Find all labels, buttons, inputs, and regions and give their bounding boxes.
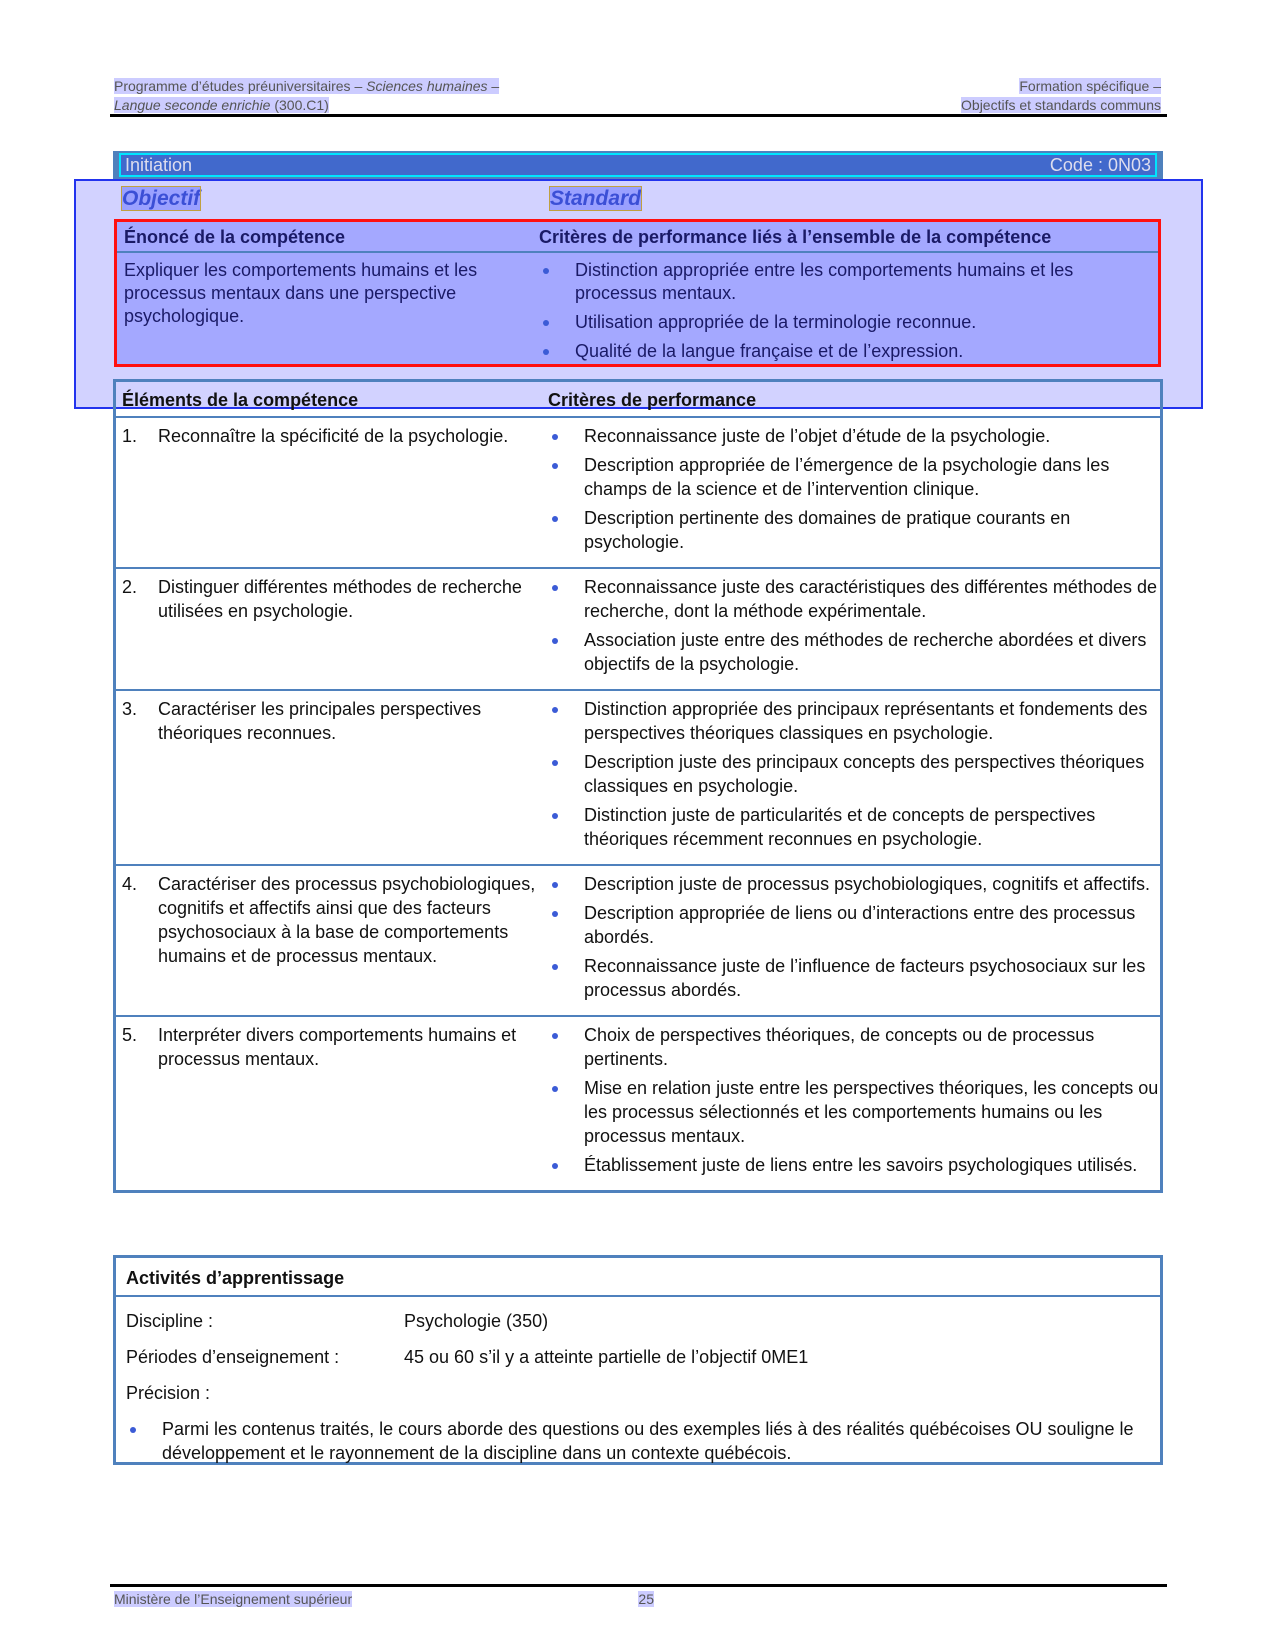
element-number: 2. xyxy=(122,577,138,597)
footer-rule xyxy=(110,1584,1167,1587)
objectif-heading: Objectif xyxy=(122,187,201,210)
criteres-ensemble-header: Critères de performance liés à l’ensemble de la compétence xyxy=(539,227,1052,247)
bullet-icon xyxy=(552,964,558,970)
critere-item: Mise en relation juste entre les perspectives théoriques, les concepts ou les processus sélectionnés et les comportements humains ou les processus mentaux. xyxy=(584,1078,1159,1146)
header-formation: Formation spécifique – xyxy=(1019,78,1161,94)
table-row xyxy=(116,418,1160,569)
discipline-value: Psychologie (350) xyxy=(404,1311,549,1331)
elements-header: Éléments de la compétence xyxy=(122,390,359,410)
header-language: Langue seconde enrichie xyxy=(114,97,271,113)
running-header-line-1 xyxy=(114,78,1161,94)
critere-item: Description appropriée de liens ou d’interactions entre des processus abordés. xyxy=(584,903,1136,947)
elements-table xyxy=(113,379,1163,1193)
periodes-value: 45 ou 60 s’il y a atteinte partielle de l’objectif 0ME1 xyxy=(404,1347,809,1367)
bullet-icon xyxy=(552,707,558,713)
bullet-icon xyxy=(552,1086,558,1092)
bullet-icon xyxy=(552,585,558,591)
element-number: 5. xyxy=(122,1025,138,1045)
header-program-italic: Sciences humaines xyxy=(366,78,488,94)
precision-label: Précision : xyxy=(126,1383,211,1403)
bullet-icon xyxy=(552,463,558,469)
competence-box xyxy=(114,219,1161,367)
critere-item: Reconnaissance juste de l’influence de facteurs psychosociaux sur les processus abordés. xyxy=(584,956,1146,1000)
bullet-icon xyxy=(543,268,549,274)
bullet-icon xyxy=(552,882,558,888)
critere-item: Description juste de processus psychobiologiques, cognitifs et affectifs. xyxy=(584,874,1150,894)
critere-item: Association juste entre des méthodes de recherche abordées et divers objectifs de la psychologie. xyxy=(584,630,1147,674)
enonce-header: Énoncé de la compétence xyxy=(124,227,346,247)
critere-item: Distinction appropriée entre les comportements humains et les processus mentaux. xyxy=(575,260,1074,303)
discipline-label: Discipline : xyxy=(126,1311,214,1331)
element-text: Distinguer différentes méthodes de recherche utilisées en psychologie. xyxy=(158,577,522,621)
activites-box xyxy=(113,1255,1163,1465)
critere-item: Description juste des principaux concepts des perspectives théoriques classiques en psychologie. xyxy=(584,752,1145,796)
footer xyxy=(114,1591,654,1607)
bullet-icon xyxy=(552,638,558,644)
header-program: Programme d’études préuniversitaires – xyxy=(114,78,367,94)
element-number: 1. xyxy=(122,426,138,446)
activites-title: Activités d’apprentissage xyxy=(116,1258,1160,1297)
critere-item: Description pertinente des domaines de pratique courants en psychologie. xyxy=(584,508,1071,552)
table-row xyxy=(116,569,1160,691)
critere-item: Établissement juste de liens entre les savoirs psychologiques utilisés. xyxy=(584,1155,1138,1175)
bullet-icon xyxy=(543,349,549,355)
header-code: (300.C1) xyxy=(270,97,329,113)
critere-item: Qualité de la langue française et de l’expression. xyxy=(575,341,964,361)
element-text: Caractériser les principales perspectives théoriques reconnues. xyxy=(158,699,482,743)
bullet-icon xyxy=(130,1427,136,1433)
bullet-icon xyxy=(552,516,558,522)
precision-item: Parmi les contenus traités, le cours aborde des questions ou des exemples liés à des réalités québécoises OU souligne le développement et le rayonnement de la discipline dans un contexte québécois. xyxy=(162,1419,1134,1463)
critere-item: Utilisation appropriée de la terminologie reconnue. xyxy=(575,312,977,332)
periodes-label: Périodes d’enseignement : xyxy=(126,1347,340,1367)
bullet-icon xyxy=(552,813,558,819)
element-text: Interpréter divers comportements humains et processus mentaux. xyxy=(158,1025,517,1069)
bullet-icon xyxy=(552,434,558,440)
critere-item: Distinction juste de particularités et de concepts de perspectives théoriques récemment reconnues en psychologie. xyxy=(584,805,1096,849)
element-number: 3. xyxy=(122,699,138,719)
table-row xyxy=(116,691,1160,866)
table-row xyxy=(116,866,1160,1017)
critere-item: Description appropriée de l’émergence de la psychologie dans les champs de la science et de l’intervention clinique. xyxy=(584,455,1110,499)
critere-item: Reconnaissance juste des caractéristiques des différentes méthodes de recherche, dont la méthode expérimentale. xyxy=(584,577,1158,621)
header-dash: – xyxy=(487,78,500,94)
bullet-icon xyxy=(552,1163,558,1169)
element-text: Caractériser des processus psychobiologiques, cognitifs et affectifs ainsi que des facteurs psychosociaux à la base de comportements humains et de processus mentaux. xyxy=(158,874,536,966)
bullet-icon xyxy=(552,911,558,917)
initiation-bar xyxy=(113,151,1163,179)
element-number: 4. xyxy=(122,874,138,894)
bullet-icon xyxy=(543,320,549,326)
initiation-label: Initiation xyxy=(125,155,193,175)
footer-ministry: Ministère de l’Enseignement supérieur xyxy=(114,1591,353,1607)
critere-item: Distinction appropriée des principaux représentants et fondements des perspectives théoriques classiques en psychologie. xyxy=(584,699,1148,743)
header-rule xyxy=(110,114,1167,117)
bullet-icon xyxy=(552,760,558,766)
table-row xyxy=(116,1017,1160,1190)
course-code: Code : 0N03 xyxy=(1049,155,1151,175)
page-number: 25 xyxy=(638,1591,654,1607)
critere-item: Choix de perspectives théoriques, de concepts ou de processus pertinents. xyxy=(584,1025,1095,1069)
critere-item: Reconnaissance juste de l’objet d’étude de la psychologie. xyxy=(584,426,1051,446)
objective-standard-row xyxy=(122,187,1152,211)
element-text: Reconnaître la spécificité de la psychologie. xyxy=(158,426,509,446)
header-objectives: Objectifs et standards communs xyxy=(961,97,1161,113)
criteres-header: Critères de performance xyxy=(548,390,757,410)
bullet-icon xyxy=(552,1033,558,1039)
standard-heading: Standard xyxy=(550,187,642,210)
running-header-line-2 xyxy=(114,97,1161,113)
enonce-text: Expliquer les comportements humains et les processus mentaux dans une perspective psychologique. xyxy=(124,260,478,326)
